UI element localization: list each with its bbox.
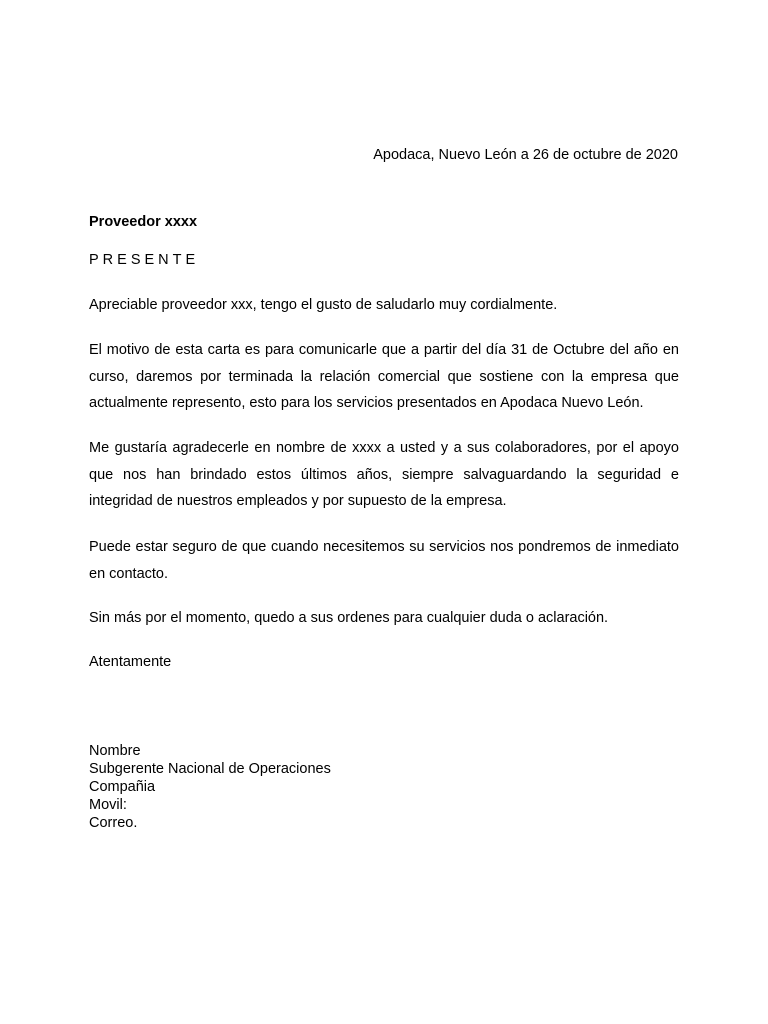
paragraph-contact: Puede estar seguro de que cuando necesitemos su servicios nos pondremos de inmediato en contacto. [89,539,679,582]
paragraph-motive: El motivo de esta carta es para comunicarle que a partir del día 31 de Octubre del año en curso, daremos por terminada la relación comercial que sostiene con la empresa que actualmente represento, esto para los servicios presentados en Apodaca Nuevo León. [89,342,679,411]
signature-block [89,742,331,832]
signature-company: Compañia [89,779,156,795]
date-line: Apodaca, Nuevo León a 26 de octubre de 2020 [373,147,678,163]
recipient: Proveedor xxxx [89,214,198,230]
signature-email: Correo. [89,815,138,831]
paragraph-thanks: Me gustaría agradecerle en nombre de xxxx a usted y a sus colaboradores, por el apoyo que nos han brindado estos últimos años, siempre salvaguardando la seguridad e integridad de nuestros empleados y por supuesto de la empresa. [89,440,679,509]
signature-title: Subgerente Nacional de Operaciones [89,761,331,777]
signature-mobile: Movil: [89,797,127,813]
presente-salutation: PRESENTE [89,252,200,268]
closing: Atentamente [89,654,172,670]
paragraph-greeting: Apreciable proveedor xxx, tengo el gusto de saludarlo muy cordialmente. [89,297,558,313]
signature-name: Nombre [89,743,141,759]
paragraph-farewell: Sin más por el momento, quedo a sus ordenes para cualquier duda o aclaración. [89,610,609,626]
